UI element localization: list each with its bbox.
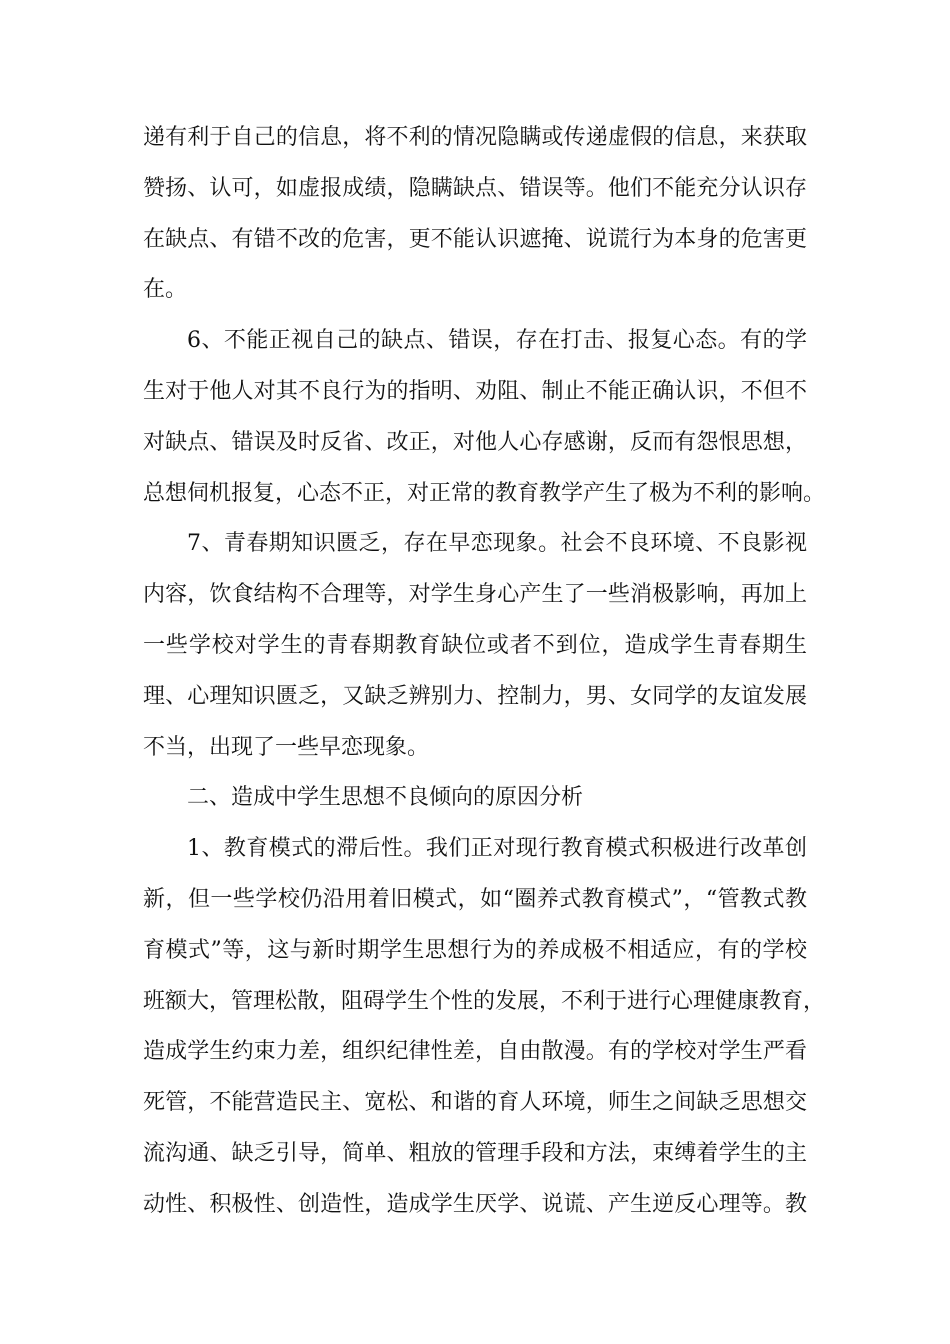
text-line: 理、心理知识匮乏，又缺乏辨别力、控制力，男、女同学的友谊发展	[143, 683, 807, 709]
text-line: 不当，出现了一些早恋现象。	[143, 734, 430, 760]
paragraph-start-line: 1、教育模式的滞后性。我们正对现行教育模式积极进行改革创	[187, 836, 807, 862]
text-line: 对缺点、错误及时反省、改正，对他人心存感谢，反而有怨恨思想，	[143, 429, 807, 455]
text-line: 在。	[143, 277, 188, 303]
text-line: 在缺点、有错不改的危害，更不能认识遮掩、说谎行为本身的危害更	[143, 226, 807, 252]
text-line: 死管，不能营造民主、宽松、和谐的育人环境，师生之间缺乏思想交	[143, 1090, 807, 1116]
text-line: 造成学生约束力差，组织纪律性差，自由散漫。有的学校对学生严看	[143, 1039, 807, 1065]
text-line: 赞扬、认可，如虚报成绩，隐瞒缺点、错误等。他们不能充分认识存	[143, 175, 807, 201]
text-line: 生对于他人对其不良行为的指明、劝阻、制止不能正确认识，不但不	[143, 378, 807, 404]
text-line: 流沟通、缺乏引导，简单、粗放的管理手段和方法，束缚着学生的主	[143, 1140, 807, 1166]
text-line: 动性、积极性、创造性，造成学生厌学、说谎、产生逆反心理等。教	[143, 1191, 807, 1217]
text-line: 新，但一些学校仍沿用着旧模式，如“圈养式教育模式”，“管教式教	[143, 886, 807, 912]
text-line: 总想伺机报复，心态不正，对正常的教育教学产生了极为不利的影响。	[143, 480, 826, 506]
text-line: 内容，饮食结构不合理等，对学生身心产生了一些消极影响，再加上	[143, 582, 807, 608]
text-line: 班额大，管理松散，阻碍学生个性的发展，不利于进行心理健康教育，	[143, 988, 826, 1014]
text-line: 递有利于自己的信息，将不利的情况隐瞒或传递虚假的信息，来获取	[143, 125, 807, 150]
paragraph-start-line: 7、青春期知识匮乏，存在早恋现象。社会不良环境、不良影视	[187, 531, 807, 557]
text-line: 育模式”等，这与新时期学生思想行为的养成极不相适应，有的学校	[143, 937, 807, 963]
paragraph-start-line: 6、不能正视自己的缺点、错误，存在打击、报复心态。有的学	[187, 328, 807, 354]
body-text	[143, 113, 826, 1231]
text-line: 一些学校对学生的青春期教育缺位或者不到位，造成学生青春期生	[143, 632, 807, 658]
section-heading: 二、造成中学生思想不良倾向的原因分析	[187, 785, 584, 811]
